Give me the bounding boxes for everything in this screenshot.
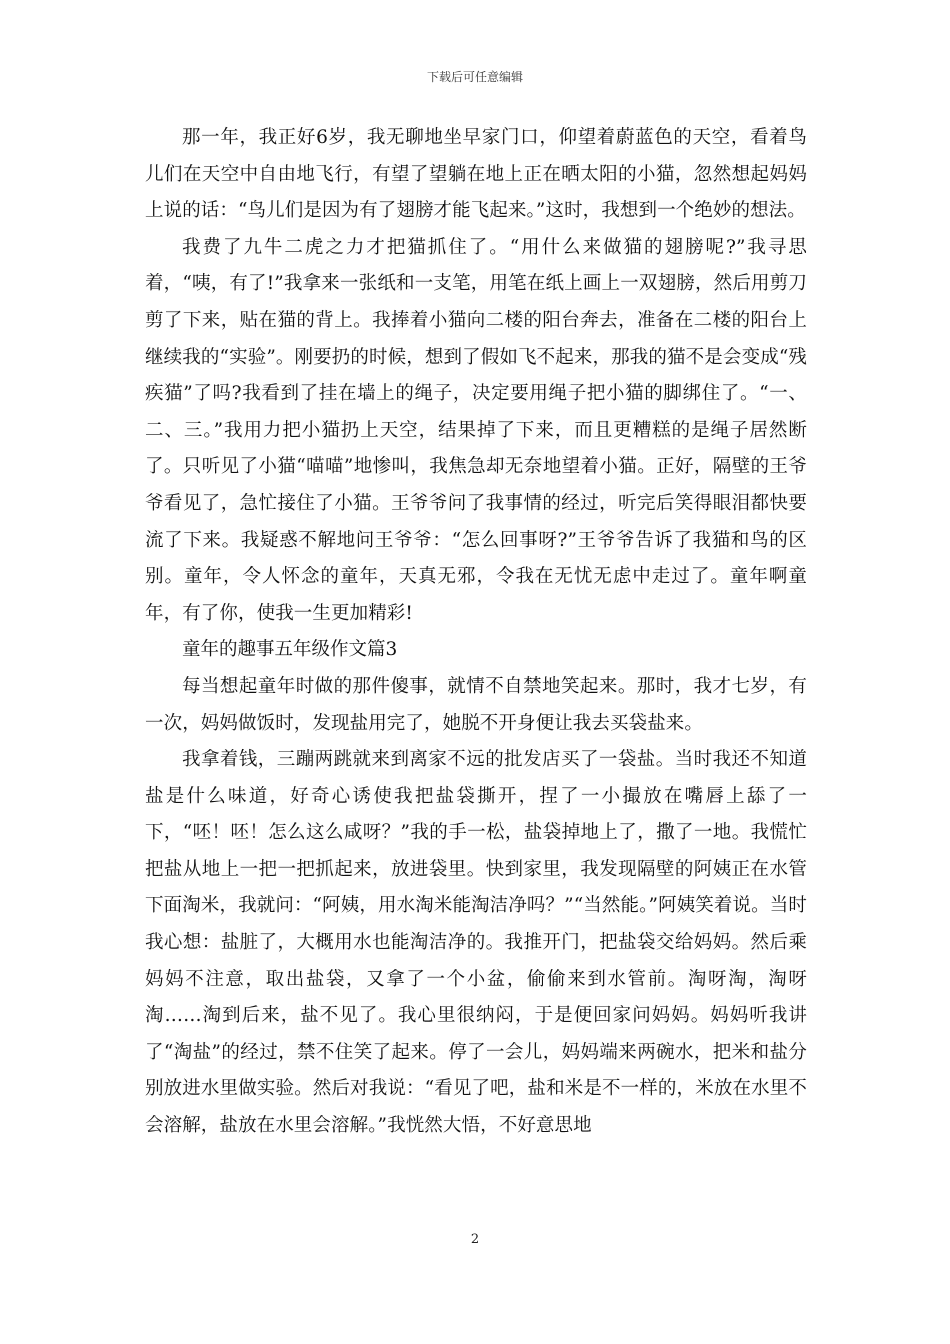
page-number: 2 bbox=[470, 1232, 480, 1247]
paragraph-cat-intro: 那一年，我正好6岁，我无聊地坐早家门口，仰望着蔚蓝色的天空，看着鸟儿们在天空中自由地飞行，有望了望躺在地上正在晒太阳的小猫，忽然想起妈妈上说的话：“鸟儿们是因为有了翅膀才能飞起来。”这时，我想到一个绝妙的想法。 bbox=[145, 127, 807, 222]
section-heading: 童年的趣事五年级作文篇3 bbox=[182, 639, 398, 661]
page-header: 下载后可任意编辑 bbox=[426, 70, 523, 84]
paragraph-salt-intro: 每当想起童年时做的那件傻事，就情不自禁地笑起来。那时，我才七岁，有一次，妈妈做饭时，发现盐用完了，她脱不开身便让我去买袋盐来。 bbox=[145, 675, 807, 734]
paragraph-salt-story: 我拿着钱，三蹦两跳就来到离家不远的批发店买了一袋盐。当时我还不知道盐是什么味道，好奇心诱使我把盐袋撕开，捏了一小撮放在嘴唇上舔了一下，“呸！呸！怎么这么咸呀？”我的手一松，盐袋掉地上了，撒了一地。我慌忙把盐从地上一把一把抓起来，放进袋里。快到家里，我发现隔壁的阿姨正在水管下面淘米，我就问：“阿姨，用水淘米能淘洁净吗？”“当然能。”阿姨笑着说。当时我心想：盐脏了，大概用水也能淘洁净的。我推开门，把盐袋交给妈妈。然后乘妈妈不注意，取出盐袋，又拿了一个小盆，偷偷来到水管前。淘呀淘，淘呀淘……淘到后来，盐不见了。我心里很纳闷，于是便回家问妈妈。妈妈听我讲了“淘盐”的经过，禁不住笑了起来。停了一会儿，妈妈端来两碗水，把米和盐分别放进水里做实验。然后对我说：“看见了吧，盐和米是不一样的，米放在水里不会溶解，盐放在水里会溶解。”我恍然大悟，不好意思地 bbox=[145, 749, 807, 1137]
document-body bbox=[145, 120, 807, 1145]
paragraph-cat-experiment: 我费了九牛二虎之力才把猫抓住了。“用什么来做猫的翅膀呢?”我寻思着，“咦，有了!”我拿来一张纸和一支笔，用笔在纸上画上一双翅膀，然后用剪刀剪了下来，贴在猫的背上。我捧着小猫向二楼的阳台奔去，准备在二楼的阳台上继续我的“实验”。刚要扔的时候，想到了假如飞不起来，那我的猫不是会变成“残疾猫”了吗?我看到了挂在墙上的绳子，决定要用绳子把小猫的脚绑住了。“一、二、三。”我用力把小猫扔上天空，结果掉了下来，而且更糟糕的是绳子居然断了。只听见了小猫“喵喵”地惨叫，我焦急却无奈地望着小猫。正好，隔壁的王爷爷看见了，急忙接住了小猫。王爷爷问了我事情的经过，听完后笑得眼泪都快要流了下来。我疑惑不解地问王爷爷：“怎么回事呀?”王爷爷告诉了我猫和鸟的区别。童年，令人怀念的童年，天真无邪，令我在无忧无虑中走过了。童年啊童年，有了你，使我一生更加精彩! bbox=[145, 236, 807, 624]
